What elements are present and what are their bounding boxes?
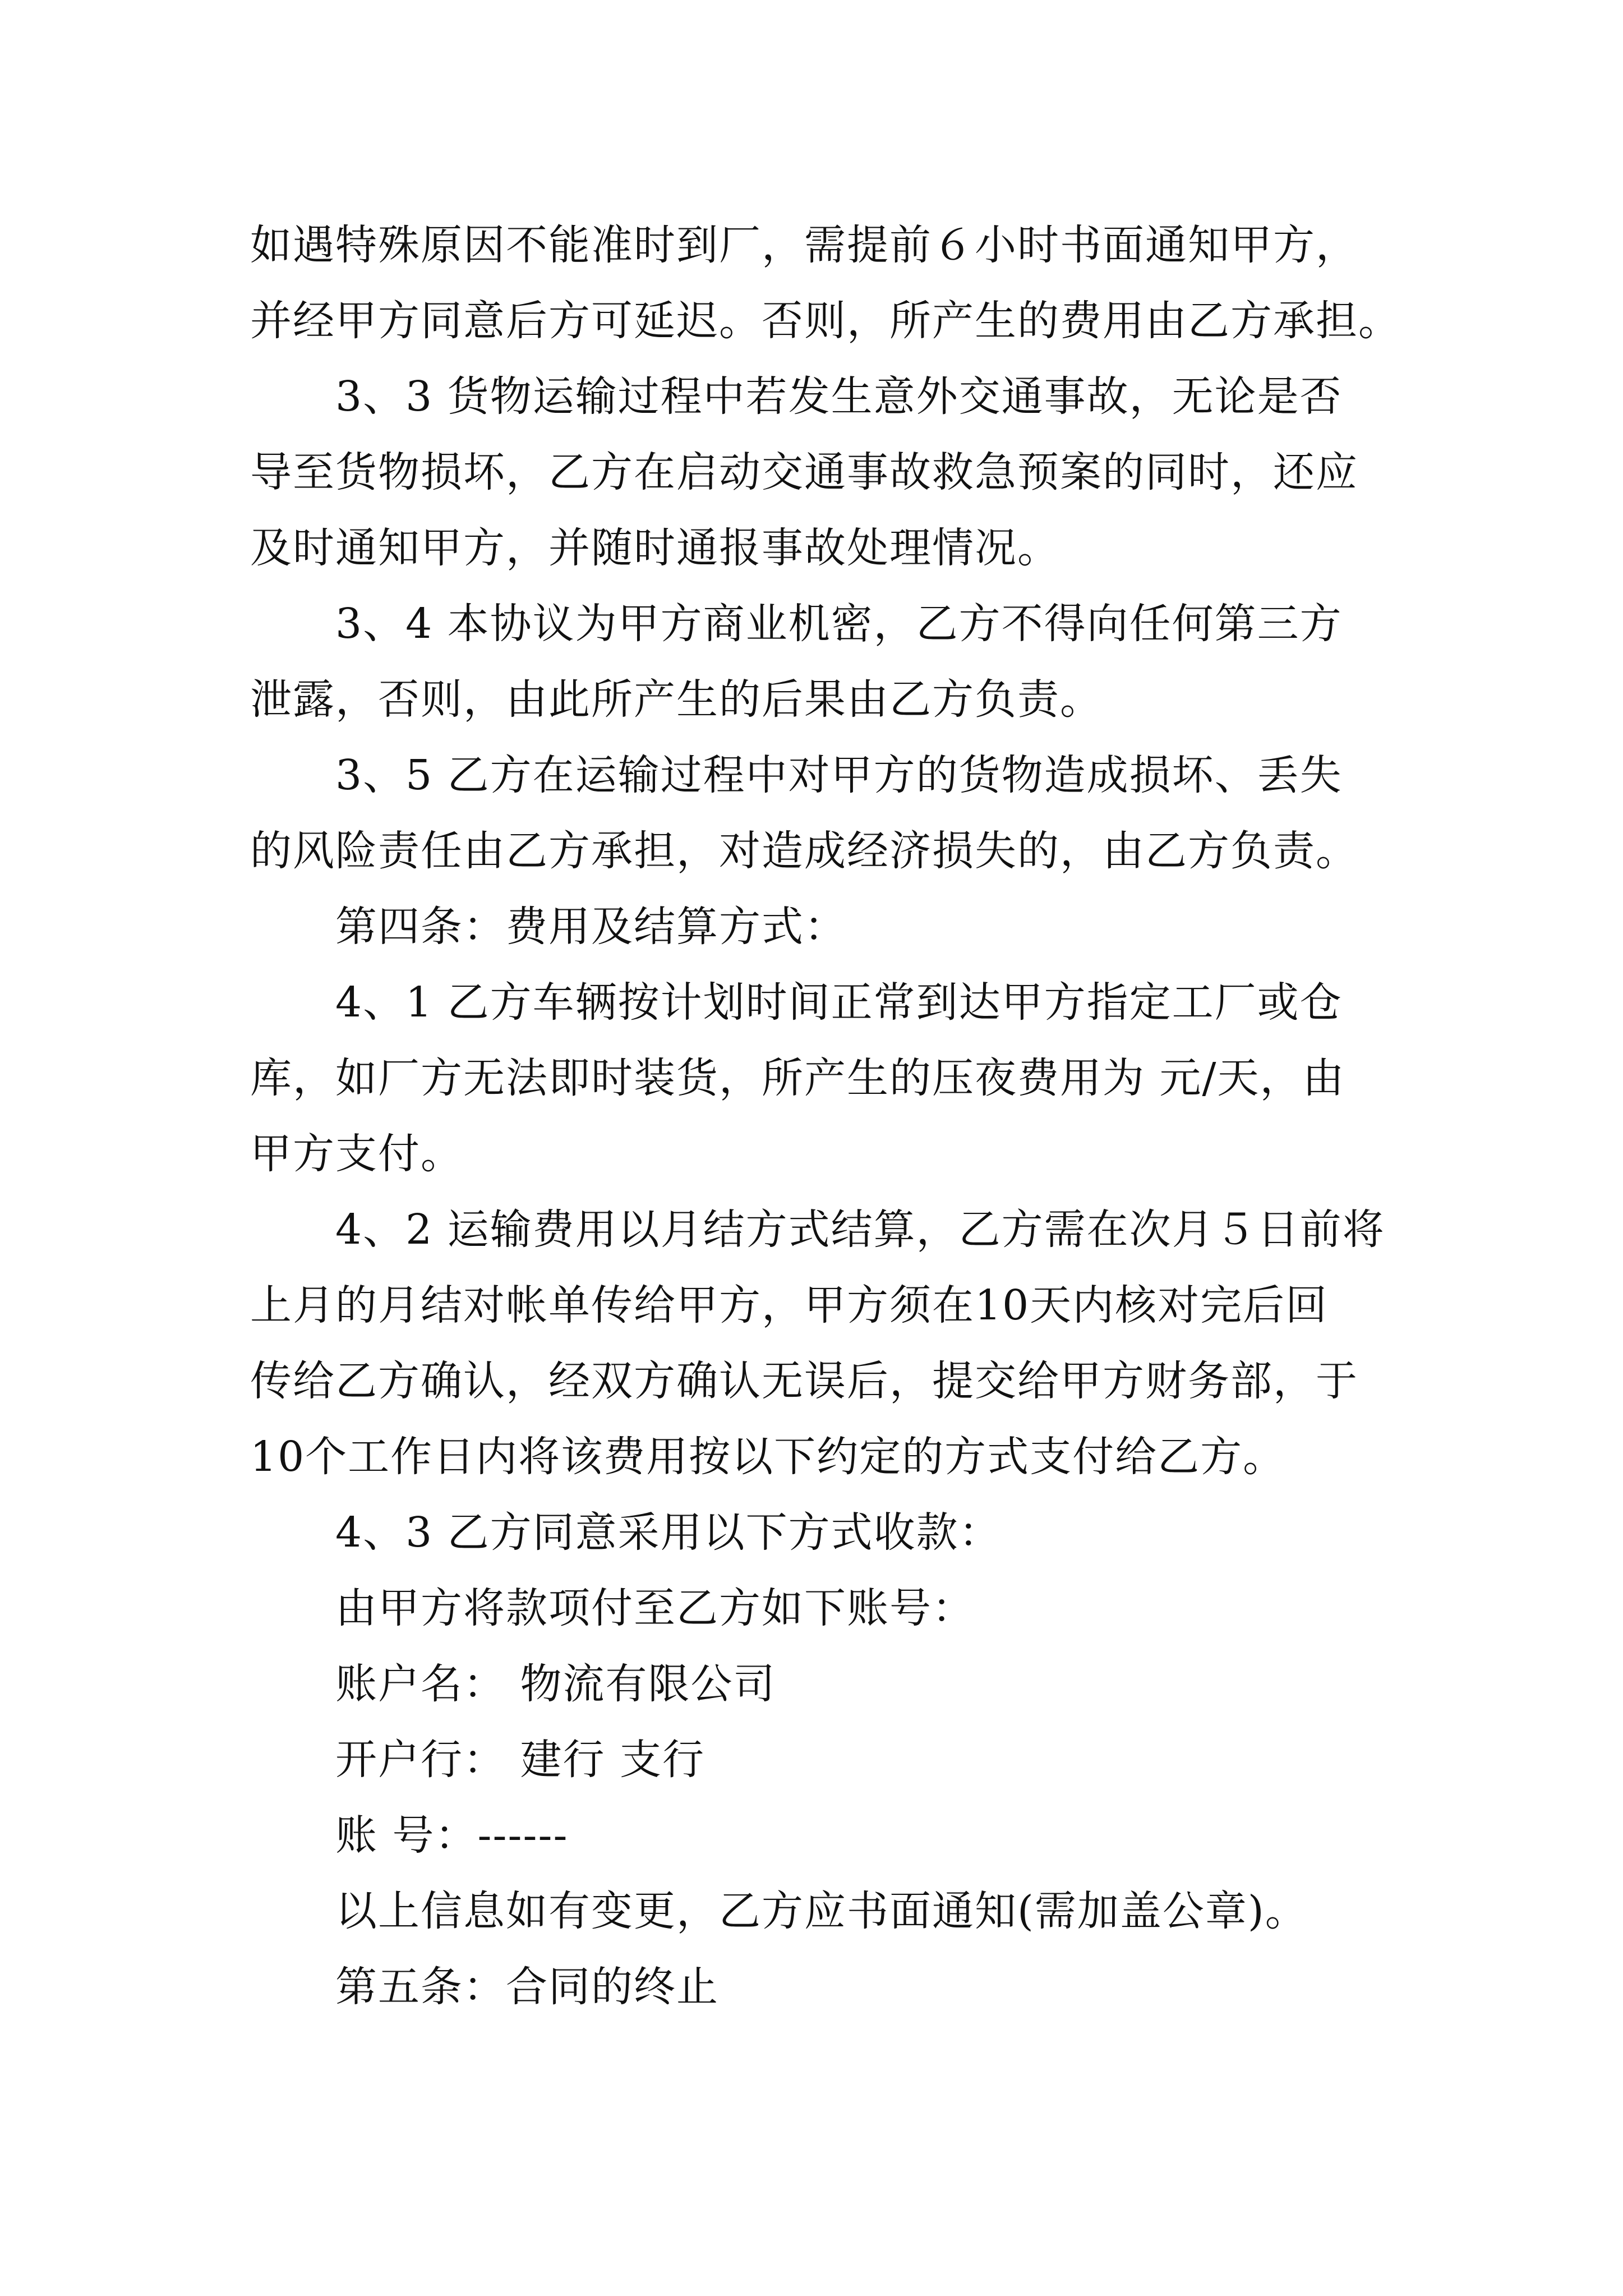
text-line: 传给乙方确认，经双方确认无误后，提交给甲方财务部，于 (250, 1357, 1358, 1405)
text-line: 如遇特殊原因不能准时到厂，需提前６小时书面通知甲方， (250, 221, 1358, 269)
text-line: 并经甲方同意后方可延迟。否则，所产生的费用由乙方承担。 (250, 297, 1401, 345)
text-line: 4、1 乙方车辆按计划时间正常到达甲方指定工厂或仓 (335, 978, 1343, 1027)
text-line: 由甲方将款项付至乙方如下账号： (335, 1584, 975, 1632)
text-line: 4、2 运输费用以月结方式结算，乙方需在次月５日前将 (335, 1205, 1385, 1254)
account-name-line: 账户名： 物流有限公司 (335, 1660, 776, 1708)
text-line: 甲方支付。 (250, 1130, 463, 1178)
text-line: 及时通知甲方，并随时通报事故处理情况。 (250, 524, 1060, 572)
text-line: 库，如厂方无法即时装货，所产生的压夜费用为 元/天，由 (250, 1054, 1345, 1102)
text-line: 上月的月结对帐单传给甲方，甲方须在10天内核对完后回 (250, 1281, 1329, 1329)
section-heading: 第五条：合同的终止 (335, 1963, 719, 2011)
text-line: 导至货物损坏，乙方在启动交通事故救急预案的同时，还应 (250, 448, 1358, 496)
text-line: 10个工作日内将该费用按以下约定的方式支付给乙方。 (250, 1433, 1286, 1481)
bank-line: 开户行： 建行 支行 (335, 1736, 706, 1784)
section-heading: 第四条：费用及结算方式： (335, 903, 847, 951)
text-line: 4、3 乙方同意采用以下方式收款： (335, 1508, 1002, 1557)
text-line: 的风险责任由乙方承担，对造成经济损失的，由乙方负责。 (250, 827, 1358, 875)
text-line: 3、3 货物运输过程中若发生意外交通事故，无论是否 (335, 372, 1343, 421)
text-line: 泄露，否则，由此所产生的后果由乙方负责。 (250, 675, 1103, 724)
text-line: 3、4 本协议为甲方商业机密，乙方不得向任何第三方 (335, 600, 1343, 648)
text-line: 3、5 乙方在运输过程中对甲方的货物造成损坏、丢失 (335, 751, 1343, 799)
account-number-line: 账 号：------ (335, 1811, 569, 1860)
text-line: 以上信息如有变更，乙方应书面通知(需加盖公章)。 (335, 1887, 1308, 1935)
